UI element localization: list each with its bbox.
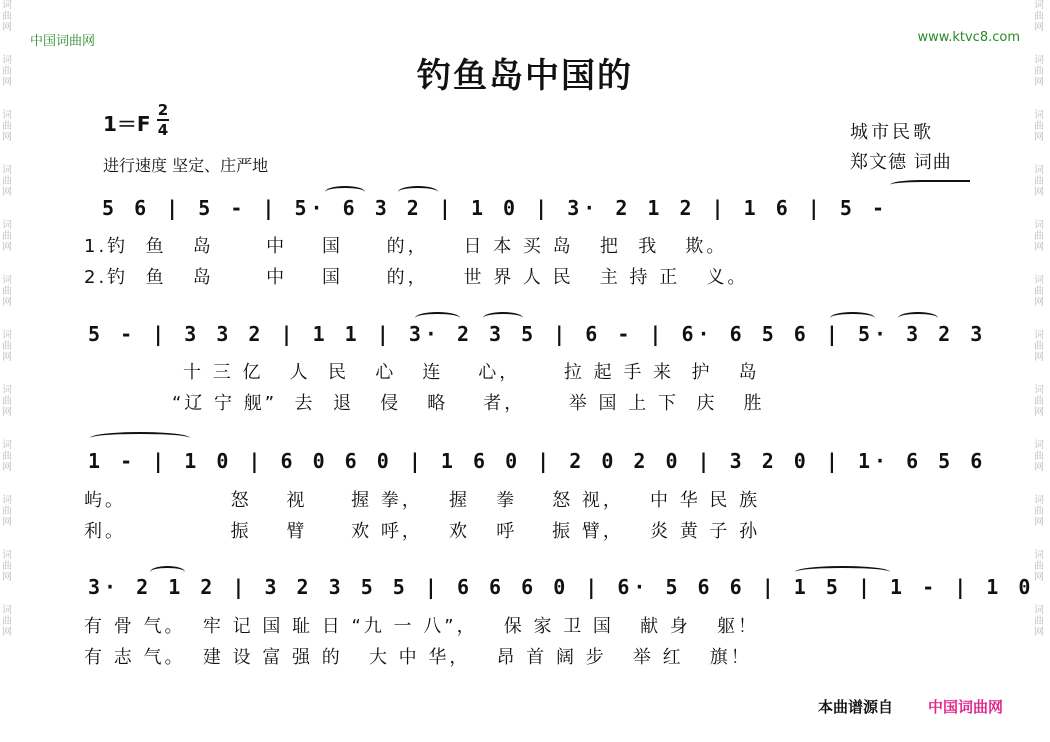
tie-arc bbox=[90, 432, 190, 444]
footer-source-label: 本曲谱源自 bbox=[818, 698, 894, 716]
slur-arc bbox=[398, 186, 438, 198]
lyrics-verse2-line-3: 利。 振 臂 欢 呼， 欢 呼 振 臂， 炎 黄 子 孙 bbox=[84, 521, 761, 542]
song-author: 郑文德 词曲 bbox=[850, 152, 952, 173]
slur-arc bbox=[415, 312, 460, 324]
key-signature: 1＝F bbox=[103, 112, 151, 136]
lyrics-verse1-line-3: 屿。 怒 视 握 拳， 握 拳 怒 视， 中 华 民 族 bbox=[84, 490, 761, 511]
slur-arc bbox=[150, 566, 185, 578]
song-genre: 城市民歌 bbox=[850, 122, 934, 143]
left-side-watermark: 词 曲 网 词 曲 网 词 曲 网 词 曲 网 词 曲 网 词 曲 网 词 曲 网 词 曲 网 词 曲 网 词 曲 网 词 曲 网 词 曲 网 bbox=[2, 0, 12, 638]
footer-source-site: 中国词曲网 bbox=[928, 698, 1004, 716]
time-signature-bottom: 4 bbox=[157, 121, 169, 139]
slur-arc bbox=[483, 312, 523, 324]
lyrics-verse2-line-2: “辽 宁 舰” 去 退 侵 略 者， 举 国 上 下 庆 胜 bbox=[172, 393, 765, 414]
lyrics-verse2-line-1: 2.钓 鱼 岛 中 国 的， 世 界 人 民 主 持 正 义。 bbox=[84, 267, 749, 288]
time-signature bbox=[157, 102, 169, 138]
top-right-watermark: www.ktvc8.com bbox=[917, 30, 1020, 45]
tie-arc bbox=[890, 180, 970, 192]
slur-arc bbox=[830, 312, 875, 324]
right-side-watermark: 词 曲 网 词 曲 网 词 曲 网 词 曲 网 词 曲 网 词 曲 网 词 曲 网 词 曲 网 词 曲 网 词 曲 网 词 曲 网 词 曲 网 bbox=[1034, 0, 1044, 638]
top-left-watermark: 中国词曲网 bbox=[30, 34, 96, 49]
lyrics-verse1-line-1: 1.钓 鱼 岛 中 国 的， 日 本 买 岛 把 我 欺。 bbox=[84, 236, 728, 257]
lyrics-verse2-line-4: 有 志 气。 建 设 富 强 的 大 中 华， 昂 首 阔 步 举 红 旗！ bbox=[84, 647, 752, 668]
slur-arc bbox=[325, 186, 365, 198]
lyrics-verse1-line-4: 有 骨 气。 牢 记 国 耻 日 “九 一 八”， 保 家 卫 国 献 身 躯！ bbox=[84, 616, 759, 637]
notation-line-1: 5 6 | 5 - | 5· 6 3 2 | 1 0 | 3· 2 1 2 | 1 6 | 5 - bbox=[102, 196, 889, 220]
lyrics-verse1-line-2: 十 三 亿 人 民 心 连 心， 拉 起 手 来 护 岛 bbox=[183, 362, 760, 383]
notation-line-2: 5 - | 3 3 2 | 1 1 | 3· 2 3 5 | 6 - | 6· 6 5 6 | 5· 3 2 3 bbox=[88, 322, 987, 346]
slur-arc bbox=[898, 312, 938, 324]
tempo-marking: 进行速度 坚定、庄严地 bbox=[103, 156, 269, 175]
tie-arc bbox=[795, 566, 890, 578]
song-title: 钓鱼岛中国的 bbox=[417, 56, 633, 96]
notation-line-3: 1 - | 1 0 | 6 0 6 0 | 1 6 0 | 2 0 2 0 | 3 2 0 | 1· 6 5 6 bbox=[88, 449, 987, 473]
notation-line-4: 3· 2 1 2 | 3 2 3 5 5 | 6 6 6 0 | 6· 5 6 6 | 1 5 | 1 - | 1 0 bbox=[88, 575, 1035, 599]
time-signature-top: 2 bbox=[157, 101, 169, 119]
